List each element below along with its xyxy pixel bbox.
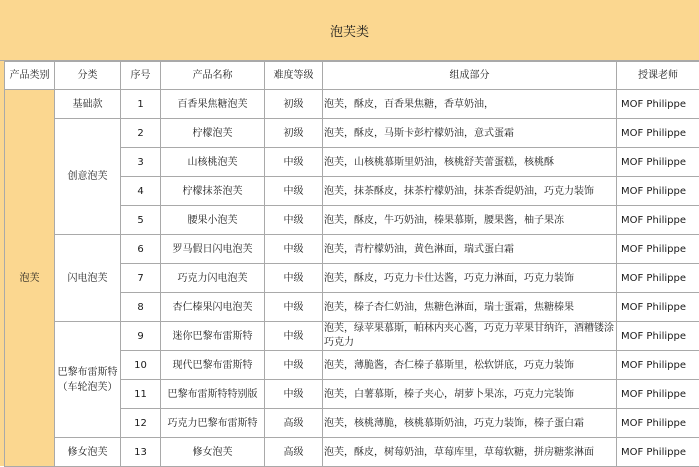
components-cell[interactable]: 泡芙，酥皮，巧克力卡仕达酱，巧克力淋面，巧克力装饰 (323, 264, 617, 293)
name-cell[interactable]: 杏仁榛果闪电泡芙 (161, 293, 265, 322)
name-cell[interactable]: 巧克力闪电泡芙 (161, 264, 265, 293)
difficulty-cell[interactable]: 初级 (265, 90, 323, 119)
product-table (4, 61, 699, 467)
seq-cell[interactable]: 10 (121, 351, 161, 380)
difficulty-cell[interactable]: 中级 (265, 177, 323, 206)
table-row (5, 235, 699, 264)
subcategory-cell[interactable] (55, 322, 121, 438)
difficulty-cell[interactable]: 中级 (265, 264, 323, 293)
seq-cell[interactable]: 2 (121, 119, 161, 148)
seq-cell[interactable]: 4 (121, 177, 161, 206)
components-cell[interactable]: 泡芙，酥皮，牛巧奶油，榛果慕斯，腰果酱，柚子果冻 (323, 206, 617, 235)
subcategory-cell[interactable]: 创意泡芙 (55, 119, 121, 235)
name-cell[interactable]: 柠檬泡芙 (161, 119, 265, 148)
subcategory-cell[interactable]: 基础款 (55, 90, 121, 119)
name-cell[interactable]: 罗马假日闪电泡芙 (161, 235, 265, 264)
name-cell[interactable]: 百香果焦糖泡芙 (161, 90, 265, 119)
difficulty-cell[interactable]: 中级 (265, 351, 323, 380)
teacher-cell[interactable]: MOF Philippe (617, 409, 699, 438)
seq-cell[interactable]: 8 (121, 293, 161, 322)
teacher-cell[interactable]: MOF Philippe (617, 380, 699, 409)
name-cell[interactable]: 腰果小泡芙 (161, 206, 265, 235)
components-cell[interactable]: 泡芙，酥皮，百香果焦糖，香草奶油， (323, 90, 617, 119)
difficulty-cell[interactable]: 中级 (265, 235, 323, 264)
seq-cell[interactable]: 13 (121, 438, 161, 467)
seq-cell[interactable]: 1 (121, 90, 161, 119)
difficulty-cell[interactable]: 中级 (265, 206, 323, 235)
components-cell[interactable]: 泡芙，薄脆酱，杏仁榛子慕斯里，松软饼底，巧克力装饰 (323, 351, 617, 380)
components-cell[interactable]: 泡芙，酥皮，树莓奶油，草莓库里，草莓软糖，拼房糖浆淋面 (323, 438, 617, 467)
teacher-cell[interactable]: MOF Philippe (617, 438, 699, 467)
teacher-cell[interactable]: MOF Philippe (617, 177, 699, 206)
header-category[interactable]: 产品类别 (5, 62, 55, 90)
difficulty-cell[interactable]: 中级 (265, 148, 323, 177)
teacher-cell[interactable]: MOF Philippe (617, 264, 699, 293)
sheet-title[interactable]: 泡芙类 (0, 0, 699, 61)
subcategory-line: （车轮泡芙） (58, 382, 118, 393)
table-row (5, 322, 699, 351)
teacher-cell[interactable]: MOF Philippe (617, 235, 699, 264)
teacher-cell[interactable]: MOF Philippe (617, 148, 699, 177)
header-difficulty[interactable]: 难度等级 (265, 62, 323, 90)
seq-cell[interactable]: 7 (121, 264, 161, 293)
difficulty-cell[interactable]: 中级 (265, 380, 323, 409)
components-cell[interactable]: 泡芙，抹茶酥皮，抹茶柠檬奶油，抹茶香缇奶油，巧克力装饰 (323, 177, 617, 206)
teacher-cell[interactable]: MOF Philippe (617, 351, 699, 380)
difficulty-cell[interactable]: 高级 (265, 409, 323, 438)
seq-cell[interactable]: 6 (121, 235, 161, 264)
components-cell[interactable]: 泡芙，核桃薄脆，核桃慕斯奶油，巧克力装饰，榛子蛋白霜 (323, 409, 617, 438)
seq-cell[interactable]: 12 (121, 409, 161, 438)
header-seq[interactable]: 序号 (121, 62, 161, 90)
seq-cell[interactable]: 5 (121, 206, 161, 235)
seq-cell[interactable]: 3 (121, 148, 161, 177)
seq-cell[interactable]: 11 (121, 380, 161, 409)
table-row (5, 90, 699, 119)
seq-cell[interactable]: 9 (121, 322, 161, 351)
components-cell[interactable]: 泡芙，青柠檬奶油，黄色淋面，瑞式蛋白霜 (323, 235, 617, 264)
subcategory-cell[interactable]: 闪电泡芙 (55, 235, 121, 322)
header-row (5, 62, 699, 90)
name-cell[interactable]: 现代巴黎布雷斯特 (161, 351, 265, 380)
name-cell[interactable]: 迷你巴黎布雷斯特 (161, 322, 265, 351)
name-cell[interactable]: 山核桃泡芙 (161, 148, 265, 177)
components-cell[interactable]: 泡芙，榛子杏仁奶油，焦糖色淋面，瑞士蛋霜，焦糖榛果 (323, 293, 617, 322)
header-components[interactable]: 组成部分 (323, 62, 617, 90)
subcategory-cell[interactable]: 修女泡芙 (55, 438, 121, 467)
teacher-cell[interactable]: MOF Philippe (617, 119, 699, 148)
subcategory-line: 巴黎布雷斯特 (58, 367, 118, 378)
teacher-cell[interactable]: MOF Philippe (617, 293, 699, 322)
components-cell[interactable]: 泡芙，绿苹果慕斯，帕林内夹心酱，巧克力苹果甘纳许，酒糟镂涂巧克力 (323, 322, 617, 351)
components-cell[interactable]: 泡芙，山核桃慕斯里奶油，核桃舒芙蕾蛋糕，核桃酥 (323, 148, 617, 177)
teacher-cell[interactable]: MOF Philippe (617, 322, 699, 351)
name-cell[interactable]: 巴黎布雷斯特特别版 (161, 380, 265, 409)
difficulty-cell[interactable]: 初级 (265, 119, 323, 148)
teacher-cell[interactable]: MOF Philippe (617, 206, 699, 235)
components-cell[interactable]: 泡芙，酥皮，马斯卡彭柠檬奶油，意式蛋霜 (323, 119, 617, 148)
header-name[interactable]: 产品名称 (161, 62, 265, 90)
name-cell[interactable]: 柠檬抹茶泡芙 (161, 177, 265, 206)
category-cell[interactable]: 泡芙 (5, 90, 55, 467)
header-subcategory[interactable]: 分类 (55, 62, 121, 90)
table-row (5, 438, 699, 467)
difficulty-cell[interactable]: 中级 (265, 293, 323, 322)
header-teacher[interactable]: 授课老师 (617, 62, 699, 90)
teacher-cell[interactable]: MOF Philippe (617, 90, 699, 119)
components-cell[interactable]: 泡芙，白薯慕斯，榛子夹心，胡萝卜果冻，巧克力完装饰 (323, 380, 617, 409)
table-row (5, 119, 699, 148)
difficulty-cell[interactable]: 高级 (265, 438, 323, 467)
name-cell[interactable]: 巧克力巴黎布雷斯特 (161, 409, 265, 438)
difficulty-cell[interactable]: 中级 (265, 322, 323, 351)
name-cell[interactable]: 修女泡芙 (161, 438, 265, 467)
